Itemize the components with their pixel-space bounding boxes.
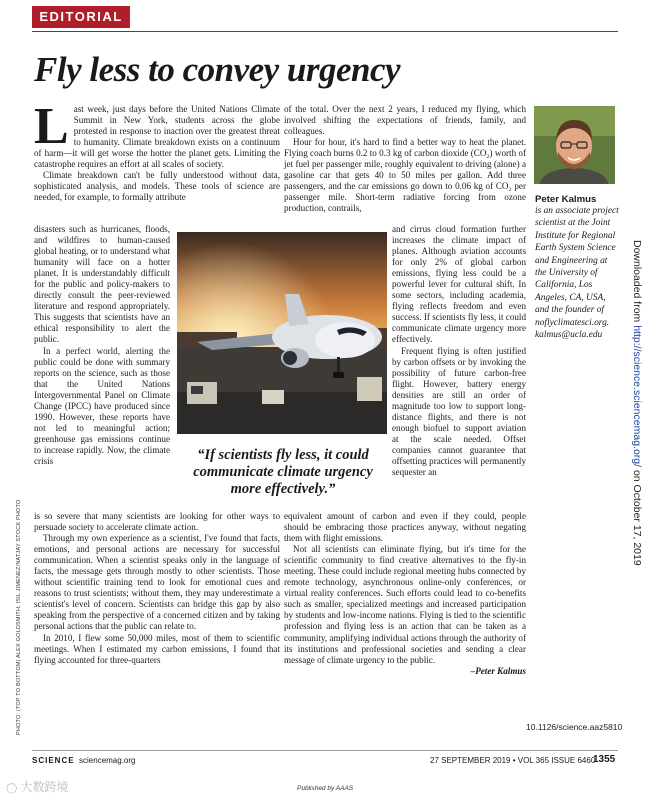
footer-journal: SCIENCE sciencemag.org <box>32 756 136 765</box>
watermark: ◯ 大数跨境 <box>6 780 69 794</box>
paragraph: Frequent flying is often justified by carbon offsets or by invoking the possibility of future carbon-free flight. However, battery energy densities are still an order of magnitude too low to support long-distance flights, and there is not enough biofuel to support aviation at the scale needed. Offset companies cannot guarantee that offsetting practices will permanently sequester an <box>392 345 526 478</box>
footer-rule <box>32 750 618 751</box>
author-name: Peter Kalmus <box>535 194 597 205</box>
airplane-illustration <box>177 232 387 434</box>
footer-issue: 27 SEPTEMBER 2019 • VOL 365 ISSUE 6460 <box>430 756 596 765</box>
paragraph: Climate breakdown can't be fully understood without data, sophisticated analysis, and models. These tools of science are needed, for example, to formally attribute <box>34 170 280 203</box>
col2-bottom <box>284 511 526 677</box>
doi: 10.1126/science.aaz5810 <box>526 722 623 732</box>
author-bio: is an associate project scientist at the Joint Institute for Regional Earth System Science and Engineering at the University of California, Los Angeles, CA, USA, and the founder of noflyclimatesci.org. kalmus@ucla.edu <box>535 206 619 341</box>
author-photo <box>534 106 615 184</box>
paragraph: of the total. Over the next 2 years, I reduced my flying, which involved shifting the expectations of friends, family, and colleagues. <box>284 104 526 137</box>
paragraph: disasters such as hurricanes, floods, and wildfires to human-caused global heating, or to understand what humanity will face on a hotter planet. It is understandably difficult for the public and policy-makers to directly consult the peer-reviewed literature and respond appropriately. This suggests that scientists have an ethical responsibility to alert the public. <box>34 224 170 345</box>
col2-top <box>284 104 526 214</box>
paragraph: equivalent amount of carbon and even if they could, people should be embracing those practices anyway, without negating them with flight emissions. <box>284 511 526 544</box>
col1-mid <box>34 224 170 467</box>
dropcap: L <box>34 98 69 155</box>
headline: Fly less to convey urgency <box>34 50 401 89</box>
col2-mid <box>392 224 526 478</box>
paragraph: Not all scientists can eliminate flying, but it's time for the scientific community to find creative alternatives to the fly-in meeting. These could include regional meeting hubs connected by remote technology, asynchronous online-only conferences, or virtual reality conferences. Such efforts could lead to co-benefits such as smaller, specialized meetings and increased participation by students and low-income nations. Flying is tied to the scientific profession and flying less is an action that can be taken as a community, amplifying individual actions through the authority of its institutions and professional societies and sending a clear message of climate urgency to the public. <box>284 544 526 665</box>
pull-quote: “If scientists fly less, it could communicate climate urgency more effectively.” <box>193 447 373 497</box>
section-tag: EDITORIAL <box>32 6 130 28</box>
paragraph: In a perfect world, alerting the public could be done with summary reports on the science, such as those that the United Nations Intergovernmental Panel on Climate Change (IPCC) have produced since 1990. However, these reports have not led to meaningful action; greenhouse gas emissions continue to increase rapidly. Now, the climate crisis <box>34 345 170 466</box>
published-by: Published by AAAS <box>297 785 354 792</box>
paragraph: is so severe that many scientists are looking for other ways to persuade society to accelerate climate action. <box>34 511 280 533</box>
page-number: 1355 <box>593 754 616 765</box>
section-rule <box>32 31 618 32</box>
signature: –Peter Kalmus <box>470 665 526 676</box>
col1-top <box>34 98 280 203</box>
watermark-icon: ◯ <box>6 783 18 794</box>
col1-bottom <box>34 511 280 666</box>
paragraph: and cirrus cloud formation further increases the climate impact of planes. Although aviation accounts for only 2% of global carbon emissions, flying less could be a powerful lever for cultural shift. In some sectors, including academia, flying reflects freedom and even success. If scientists fly less, it could communicate climate urgency more effectively. <box>392 224 526 345</box>
paragraph: Hour for hour, it's hard to find a better way to heat the planet. Flying coach burns 0.2 to 0.3 kg of carbon dioxide (CO₂) worth of jet fuel per passenger mile, roughly equivalent to driving (alone) a gasoline car that gets 40 to 50 miles per gallon. Add three passengers, and the car emissions go down to 0.06 kg of CO₂ per passenger mile. Short-term radiative forcing from ozone production, contrails, <box>284 137 526 214</box>
author-portrait-illustration <box>534 106 615 184</box>
airplane-photo <box>177 232 387 434</box>
download-note: Downloaded from http://science.sciencemag.org/ on October 17, 2019 <box>631 240 643 566</box>
paragraph: Through my own experience as a scientist, I've found that facts, emotions, and personal actions are necessary for successful communication. When a scientist speaks only in the language of facts, the message gets through mostly to other scientists. Those without scientific training tend to look for emotional cues and reasons to trust scientists; without them, they may underestimate a scientist's level of concern. Scientists can bridge this gap by also speaking from the perspective of a concerned citizen and by taking personal actions that the public can relate to. <box>34 533 280 632</box>
lead-paragraph: ast week, just days before the United Nations Climate Summit in New York, students across the globe protested in response to inaction over the greatest threat to humanity. Climate breakdown exists on a continuum of harm—it will get worse the hotter the planet gets. Limiting the catastrophe requires an effort at all scales of society. <box>34 104 280 170</box>
photo-credit: PHOTO: (TOP TO BOTTOM) ALEX GOLDSMITH; ISIL JIMENEZ/NATJAY STOCK PHOTO <box>16 499 22 735</box>
paragraph: In 2010, I flew some 50,000 miles, most of them to scientific meetings. When I estimated my carbon emissions, I found that flying accounted for three-quarters <box>34 632 280 665</box>
author-bio-block <box>535 194 621 341</box>
download-link[interactable]: http://science.sciencemag.org/ <box>631 325 643 468</box>
